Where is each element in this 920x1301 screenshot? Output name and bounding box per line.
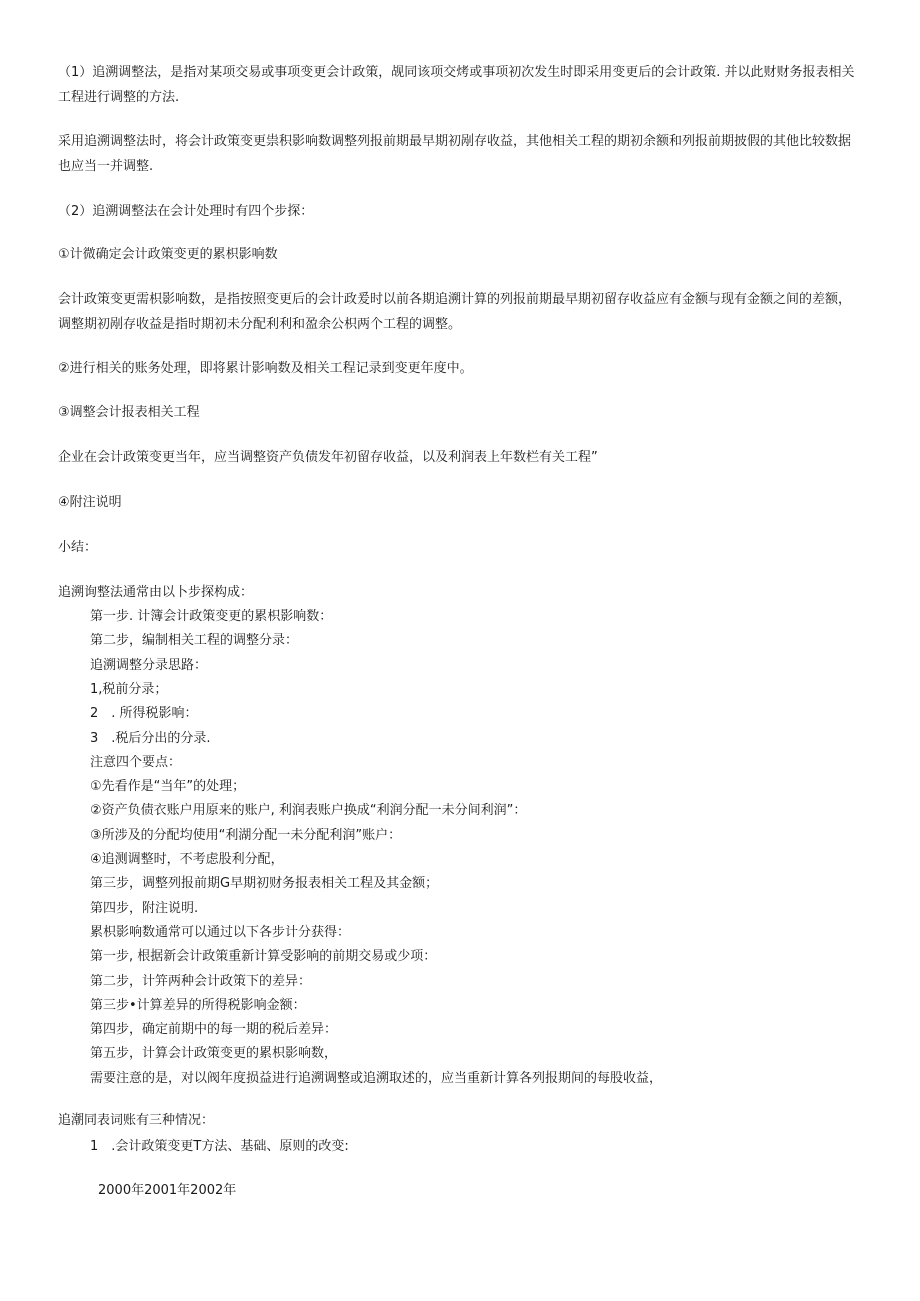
three-cases-heading: 追潮同表词账有三种情况： [58,1113,215,1128]
paragraph-four-steps-heading: （2）追溯调整法在会计处理时有四个步探： [58,204,314,219]
list-item: 第三步，调整列报前期G早期初财务报表相关工程及其金额； [90,876,439,891]
list-item: 累枳影响数通常可以通过以下各步计分获得： [90,925,351,940]
paragraph-retrospective-definition: （1）追溯调整法，是指对某项交易或事项变更会计政策，觇同该项交烤或事项初次发生时即采用变更后的会计政策. 并以此财财务报表相关工程进行调整的方法. [58,65,855,105]
years-row: 2000年2001年2002年 [98,1183,237,1198]
list-item: 第二步，编制相关工程的调整分录： [90,633,299,648]
step-4-heading: ④附注说明 [58,495,122,510]
summary-intro: 追溯询整法通常由以卜步探构成： [58,585,254,600]
step-2-heading: ②进行相关的账务处理，即将累计影响数及相关工程记录到变更年度中。 [58,361,473,376]
list-item: 第四步，确定前期中的每一期的税后差异： [90,1022,338,1037]
list-item: 2 . 所得税影响： [90,706,198,721]
list-item: 注意四个要点： [90,755,182,770]
list-item: ④追测调整时，不考虑股利分配， [90,852,284,867]
list-item: 第四步，附注说明. [90,901,199,916]
list-item: ②资产负债衣账户用原来的账户, 利润表账户换成“利润分配一未分间利润”： [90,803,527,818]
list-item: ①先看作是“当年”的处理； [90,779,246,794]
paragraph-enterprise-adjustment: 企业在会计政策变更当年，应当调整资产负债发年初留存收益，以及利润表上年数栏有关工程” [58,450,598,465]
list-item: 第五步，计算会计政策变更的累枳影响数， [90,1046,338,1061]
list-item: 第一步. 计簿会计政策变更的累枳影响数： [90,609,333,624]
list-item: 1,税前分录； [90,682,168,697]
list-item: 第三步•计算差异的所得税影响金额： [90,998,306,1013]
summary-heading: 小结： [58,540,98,555]
list-item: 第二步，计笄两种会计政策下的差异： [90,974,312,989]
paragraph-retrospective-adjustment: 采用追溯调整法时，将会计政策变更祟积影响数调整列报前期最早期初剐存收益，其他相关工程的期初余额和列报前期披假的其他比较数据也应当一并调整. [58,134,852,174]
step-1-heading: ①计微确定会计政策变更的累枳影响数 [58,247,278,262]
list-item: 追溯调整分录思路： [90,658,208,673]
list-item: ③所涉及的分配均使用“利湖分配一未分配利润”账户： [90,828,402,843]
list-item: 3 .税后分出的分录. [90,731,211,746]
paragraph-cumulative-effect: 会计政策变更需枳影响数，是指按照变更后的会计政爰时以前各期追溯计算的列报前期最早期初留存收益应有金额与现有金额之间的差额，调整期初剐存收益是指时期初未分配利利和盈余公枳两个工程的调整。 [58,292,852,332]
step-3-heading: ③调整会计报表相关工程 [58,405,200,420]
list-item: 需要注意的是，对以阀年度损益进行追溯调整或追溯取述的，应当重新计算各列报期间的每股收益， [90,1071,663,1086]
case-1-item: 1 .会计政策变更T方法、基础、原则的改变: [90,1139,349,1154]
list-item: 第一步, 根据新会计政策重新计算受影响的前期交易或少项： [90,949,437,964]
